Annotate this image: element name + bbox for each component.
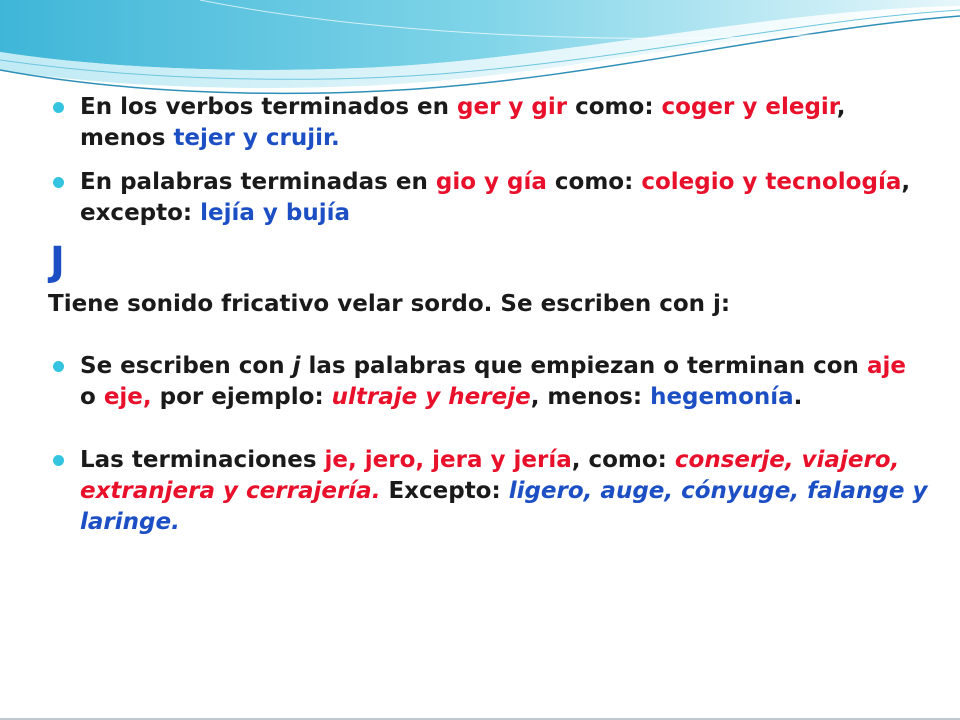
highlight-red: aje [866, 353, 906, 379]
text: . [793, 384, 803, 410]
highlight-red-italic: conserje, viajero, extranjera y cerrajería. [80, 447, 900, 504]
text: , como: [571, 447, 675, 473]
bullet-aje-eje [48, 351, 928, 413]
bullet-icon [53, 455, 64, 466]
text: , menos: [530, 384, 651, 410]
text: , excepto: [80, 169, 911, 226]
text: Las terminaciones [80, 447, 325, 473]
highlight-blue: lejía y bujía [200, 200, 351, 226]
section-heading: J [50, 239, 65, 285]
bullet-ger-gir [48, 92, 928, 154]
highlight-blue: tejer y crujir. [173, 125, 340, 151]
bullet-gio-gia [48, 167, 928, 229]
text: , menos [80, 94, 846, 151]
highlight-red: gio y gía [435, 169, 547, 195]
bullet-icon [53, 361, 64, 372]
intro-text: Tiene sonido fricativo velar sordo. Se escriben con j: [48, 291, 731, 317]
text: En los verbos terminados en [80, 94, 457, 120]
highlight-red-italic: ultraje y hereje [331, 384, 531, 410]
bullet-icon [53, 102, 64, 113]
highlight-red: colegio y tecnología [641, 169, 902, 195]
text: como: [546, 169, 642, 195]
text: Excepto: [380, 478, 509, 504]
text: las palabras que empiezan o terminan con [300, 353, 867, 379]
highlight-red: eje, [103, 384, 152, 410]
bullet-je-jero [48, 445, 928, 538]
text: En palabras terminadas en [80, 169, 436, 195]
highlight-blue-italic: ligero, auge, cónyuge, falange y laringe. [80, 478, 928, 535]
slide-content [48, 92, 928, 538]
highlight-red: ger y gir [457, 94, 568, 120]
text: Se escriben con [80, 353, 293, 379]
text-italic: j [292, 353, 301, 379]
text: por ejemplo: [151, 384, 332, 410]
bullet-icon [53, 177, 64, 188]
highlight-blue: hegemonía [650, 384, 794, 410]
highlight-red: je, jero, jera y jería [324, 447, 572, 473]
text: o [80, 384, 104, 410]
highlight-red: coger y elegir [661, 94, 837, 120]
text: como: [567, 94, 662, 120]
